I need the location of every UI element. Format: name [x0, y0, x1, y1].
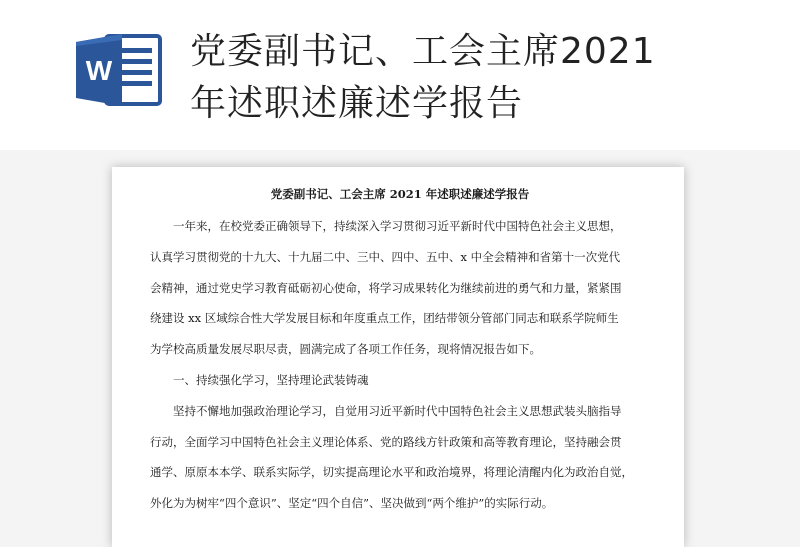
text-line: 坚持不懈地加强政治理论学习，自觉用习近平新时代中国特色社会主义思想武装头脑指导	[173, 403, 622, 418]
title-line-1: 党委副书记、工会主席2021	[190, 31, 656, 72]
page-title	[190, 26, 790, 130]
text-line: 会精神，通过党史学习教育砥砺初心使命，将学习成果转化为继续前进的勇气和力量，紧紧围	[150, 280, 622, 295]
header-banner	[0, 0, 800, 150]
text-line: 通学、原原本本学、联系实际学，切实提高理论水平和政治境界，将理论清醒内化为政治自觉，	[150, 465, 633, 480]
section-heading: 一、持续强化学习，坚持理论武装铸魂	[173, 372, 369, 387]
text-line: 绕建设 xx 区域综合性大学发展目标和年度重点工作，团结带领分管部门同志和联系学院师生	[150, 311, 619, 326]
paragraph-intro	[150, 211, 650, 365]
text-line: 外化为为树牢“四个意识”、坚定“四个自信”、坚决做到“两个维护”的实际行动。	[150, 496, 554, 511]
text-line: 行动，全面学习中国特色社会主义理论体系、党的路线方针政策和高等教育理论，坚持融会贯	[150, 434, 622, 449]
document-body	[150, 186, 650, 519]
word-logo-letter: W	[85, 55, 113, 86]
document-title: 党委副书记、工会主席 2021 年述职述廉述学报告	[270, 187, 530, 201]
paragraph-section1	[150, 396, 650, 519]
title-line-2: 年述职述廉述学报告	[190, 83, 524, 124]
text-line: 认真学习贯彻党的十九大、十九届二中、三中、四中、五中、x 中全会精神和省第十一次党代	[150, 249, 621, 264]
text-line: 一年来，在校党委正确领导下，持续深入学习贯彻习近平新时代中国特色社会主义思想，	[173, 219, 622, 233]
text-line: 为学校高质量发展尽职尽责，圆满完成了各项工作任务，现将情况报告如下。	[150, 342, 541, 357]
microsoft-word-icon	[76, 32, 164, 108]
